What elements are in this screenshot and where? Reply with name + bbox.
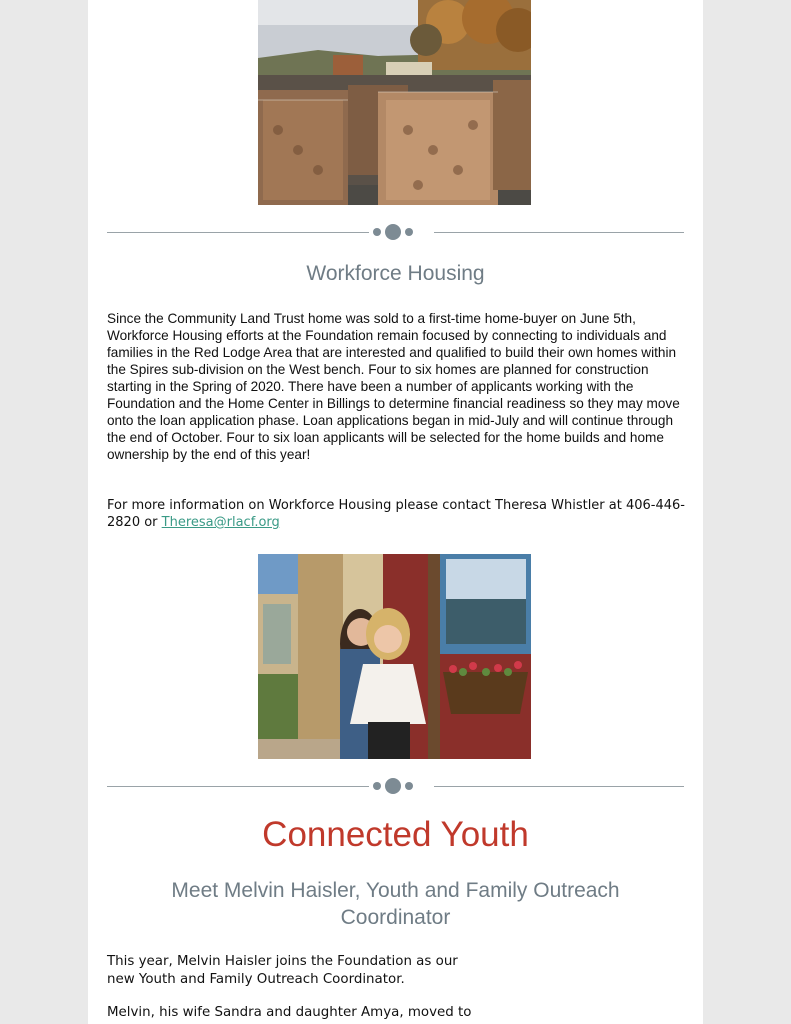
workforce-housing-heading: Workforce Housing xyxy=(306,262,485,285)
workforce-contact-line xyxy=(107,497,687,531)
melvin-intro-paragraph: This year, Melvin Haisler joins the Foundation as our new Youth and Family Outreach Coordinator. xyxy=(107,954,458,987)
divider-dot xyxy=(373,228,381,236)
workforce-housing-body: Since the Community Land Trust home was sold to a first-time home-buyer on June 5th, Workforce Housing efforts at the Foundation remain focused by connecting to individuals and families in the Red Lodge Area that are interested and qualified to build their own homes within the Spires sub-division on the West bench. Four to six homes are planned for construction starting in the Spring of 2020. There have been a number of applicants working with the Foundation and the Home Center in Billings to determine financial readiness so they may move onto the loan application phase. Loan applications began in mid-July and will continue through the end of October. Four to six loan applicants will be selected for the home builds and home ownership by the end of this year! xyxy=(107,311,680,462)
divider-line xyxy=(107,786,369,787)
contact-text: For more information on Workforce Housing please contact Theresa Whistler at 406-446-2820 or xyxy=(107,498,685,530)
newsletter-page xyxy=(88,0,703,1024)
firewood-pallets-photo xyxy=(258,0,531,205)
workforce-housing-paragraph xyxy=(107,310,682,463)
contact-email-link[interactable]: Theresa@rlacf.org xyxy=(161,515,280,530)
two-women-photo xyxy=(258,554,531,759)
divider-line xyxy=(107,232,369,233)
section-divider xyxy=(107,780,684,792)
divider-dot xyxy=(405,228,413,236)
divider-line xyxy=(434,232,684,233)
divider-dot xyxy=(373,782,381,790)
divider-dot xyxy=(385,224,401,240)
connected-youth-heading: Connected Youth xyxy=(262,815,529,854)
melvin-subheading: Meet Melvin Haisler, Youth and Family Outreach Coordinator xyxy=(171,879,620,929)
section-divider xyxy=(107,226,684,238)
melvin-next-paragraph: Melvin, his wife Sandra and daughter Amya, moved to xyxy=(107,1005,472,1020)
divider-line xyxy=(434,786,684,787)
divider-dot xyxy=(385,778,401,794)
divider-dot xyxy=(405,782,413,790)
